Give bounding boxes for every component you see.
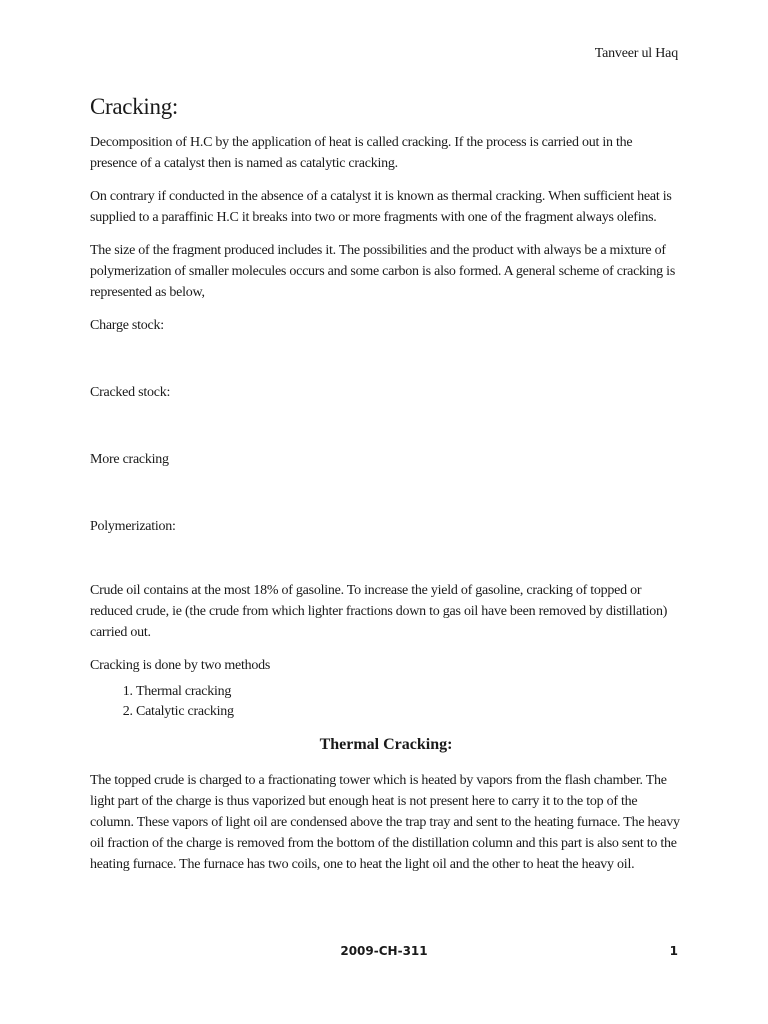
paragraph-fragments: The size of the fragment produced includes it. The possibilities and the product with always be a mixture of polymerization of smaller molecules occurs and some carbon is also formed. A general scheme of cracking is represented as below, xyxy=(90,243,676,300)
paragraph-thermal-intro: On contrary if conducted in the absence of a catalyst it is known as thermal cracking. When sufficient heat is supplied to a paraffinic H.C it breaks into two or more fragments with one of the fragment always olefins. xyxy=(90,189,672,225)
scheme-charge-stock: Charge stock: xyxy=(90,318,164,333)
paragraph-thermal-process: The topped crude is charged to a fractionating tower which is heated by vapors from the flash chamber. The light part of the charge is thus vaporized but enough heat is not present here to carry it to the top of the column. These vapors of light oil are condensed above the trap tray and sent to the heating furnace. The heavy oil fraction of the charge is removed from the bottom of the distillation column and this part is also sent to the heating furnace. The furnace has two coils, one to heat the light oil and the other to heat the heavy oil. xyxy=(90,773,680,872)
scheme-more-cracking: More cracking xyxy=(90,452,169,467)
paragraph-definition: Decomposition of H.C by the application of heat is called cracking. If the process is carried out in the presence of a catalyst then is named as catalytic cracking. xyxy=(90,135,633,171)
list-item: 1. Thermal cracking xyxy=(136,682,682,702)
paragraph-crude-oil: Crude oil contains at the most 18% of gasoline. To increase the yield of gasoline, cracking of topped or reduced crude, ie (the crude from which lighter fractions down to gas oil have been removed by distillation) carried out. xyxy=(90,583,668,640)
scheme-cracked-stock: Cracked stock: xyxy=(90,385,171,400)
methods-list xyxy=(90,682,682,722)
footer-code: 2009-CH-311 xyxy=(340,944,428,958)
page-title: Cracking: xyxy=(90,94,178,119)
section-heading-thermal-cracking: Thermal Cracking: xyxy=(319,736,453,753)
paragraph-methods-intro: Cracking is done by two methods xyxy=(90,658,271,673)
page-body xyxy=(90,92,682,887)
header-author: Tanveer ul Haq xyxy=(594,46,678,61)
scheme-polymerization: Polymerization: xyxy=(90,519,176,534)
list-item: 2. Catalytic cracking xyxy=(136,702,682,722)
page-number: 1 xyxy=(669,944,678,958)
